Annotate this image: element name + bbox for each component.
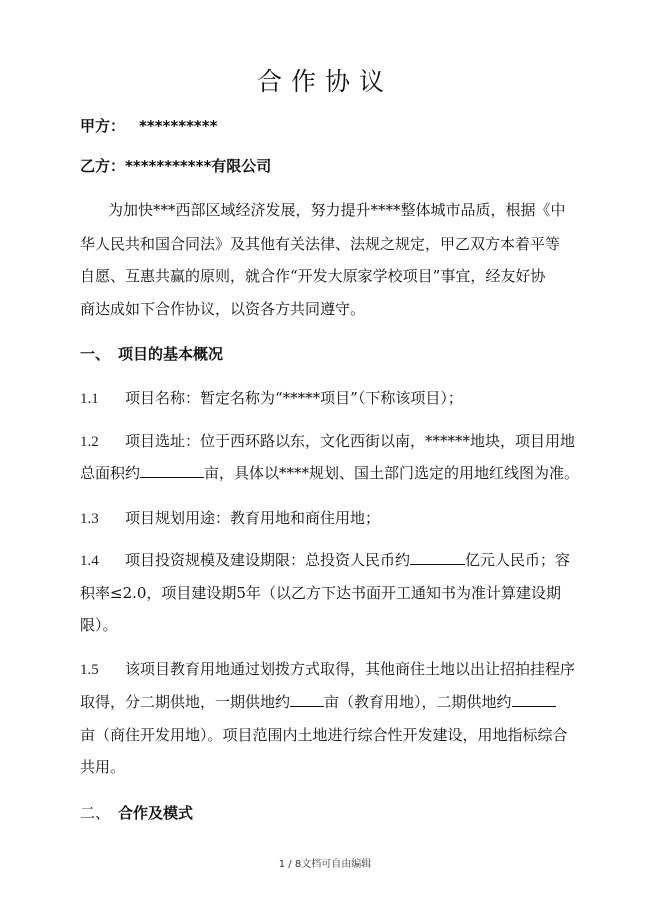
section-1-heading <box>80 343 223 364</box>
party-a-label: 甲方： <box>80 117 126 135</box>
page-title: 合作协议 <box>256 67 393 96</box>
party-a-value: ********** <box>139 117 218 135</box>
item-1-1-number: 1.1 <box>80 391 99 407</box>
item-1-5-line-2 <box>80 691 556 712</box>
item-1-2-text-1: 项目选址：位于西环路以东，文化西街以南，******地块，项目用地 <box>125 432 576 450</box>
item-1-4-text-1b: 亿元人民币；容 <box>465 551 571 569</box>
item-1-5-text-1: 该项目教育用地通过划拨方式取得，其他商住土地以出让招拍挂程序 <box>125 660 576 678</box>
preamble-line-1: 为加快***西部区域经济发展，努力提升****整体城市品质，根据《中 <box>108 201 566 219</box>
item-1-5-text-2b: 亩（教育用地），二期供地约 <box>324 693 512 711</box>
item-1-2-line-2 <box>80 462 579 483</box>
section-2-number: 二、 <box>80 804 111 822</box>
item-1-4-number: 1.4 <box>80 553 99 569</box>
item-1-5-number: 1.5 <box>80 662 99 678</box>
item-1-4-text-1a: 项目投资规模及建设期限：总投资人民币约 <box>125 551 411 569</box>
party-a <box>80 115 217 136</box>
item-1-2-text-2a: 总面积约 <box>80 464 141 482</box>
item-1-4-line-2: 积率≤2.0，项目建设期5年（以乙方下达书面开工通知书为准计算建设期 <box>80 584 561 602</box>
party-b <box>80 155 271 176</box>
item-1-1 <box>80 387 463 408</box>
preamble-line-2: 华人民共和国合同法》及其他有关法律、法规之规定，甲乙双方本着平等 <box>80 235 561 253</box>
item-1-5-line-3: 亩（商住开发用地）。项目范围内土地进行综合性开发建设，用地指标综合 <box>80 726 568 744</box>
party-b-value: ***********有限公司 <box>125 157 272 175</box>
item-1-5-line-1 <box>80 658 575 679</box>
item-1-1-text: 项目名称：暂定名称为“*****项目”（下称该项目）； <box>125 389 463 407</box>
item-1-3-text: 项目规划用途：教育用地和商住用地； <box>125 509 381 527</box>
area-blank <box>140 463 204 478</box>
item-1-3-number: 1.3 <box>80 511 99 527</box>
section-1-title: 项目的基本概况 <box>118 345 224 363</box>
section-1-number: 一、 <box>80 345 111 363</box>
section-2-heading <box>80 802 193 823</box>
preamble-line-4: 商达成如下合作协议，以资各方共同遵守。 <box>80 300 366 318</box>
section-2-title: 合作及模式 <box>118 804 194 822</box>
item-1-3 <box>80 507 380 528</box>
item-1-2-line-1 <box>80 430 575 451</box>
page-footer: 1 / 8文档可自由编辑 <box>278 859 372 870</box>
item-1-4-line-3: 限）。 <box>80 616 118 634</box>
phase-1-blank <box>290 692 324 707</box>
preamble-line-3: 自愿、互惠共赢的原则，就合作“开发大原家学校项目”事宜，经友好协 <box>80 267 546 285</box>
item-1-2-number: 1.2 <box>80 434 99 450</box>
item-1-2-text-2b: 亩，具体以****规划、国土部门选定的用地红线图为准。 <box>204 464 580 482</box>
item-1-5-line-4: 共用。 <box>80 758 126 776</box>
party-b-label: 乙方： <box>80 157 126 175</box>
item-1-5-text-2a: 取得，分二期供地，一期供地约 <box>80 693 291 711</box>
investment-blank <box>410 550 465 565</box>
item-1-4-line-1 <box>80 549 570 570</box>
phase-2-blank <box>512 692 556 707</box>
